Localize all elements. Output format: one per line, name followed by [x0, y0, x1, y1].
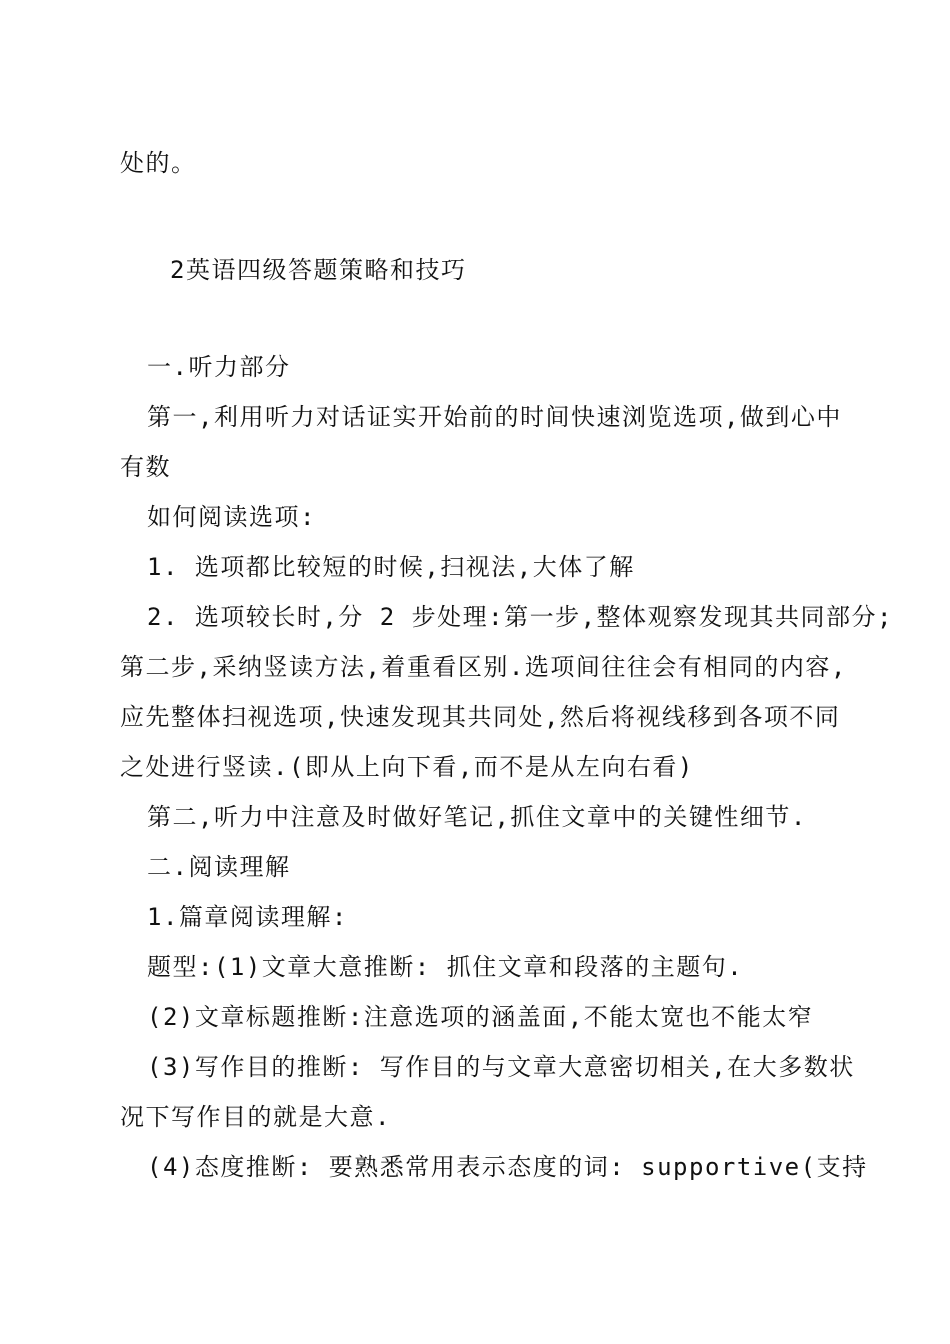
paragraph-line: 第二步,采纳竖读方法,着重看区别.选项间往往会有相同的内容, [120, 653, 847, 681]
section-heading: 2英语四级答题策略和技巧 [170, 256, 467, 284]
list-item: 2. 选项较长时,分 2 步处理:第一步,整体观察发现其共同部分; [147, 603, 893, 631]
paragraph-line: 1.篇章阅读理解: [147, 903, 348, 931]
paragraph-line: 第一,利用听力对话证实开始前的时间快速浏览选项,做到心中 [147, 403, 842, 431]
paragraph-line: 第二,听力中注意及时做好笔记,抓住文章中的关键性细节. [147, 803, 807, 831]
paragraph-line: 题型:(1)文章大意推断: 抓住文章和段落的主题句. [147, 953, 744, 981]
text-line-continuation: 处的。 [120, 149, 197, 177]
paragraph-line: (3)写作目的推断: 写作目的与文章大意密切相关,在大多数状 [147, 1053, 855, 1081]
paragraph-line: 况下写作目的就是大意. [120, 1103, 391, 1131]
paragraph-line: (4)态度推断: 要熟悉常用表示态度的词: supportive(支持 [147, 1153, 868, 1181]
subsection-heading-reading: 二.阅读理解 [147, 853, 291, 881]
paragraph-line: 之处进行竖读.(即从上向下看,而不是从左向右看) [120, 753, 694, 781]
list-item: 1. 选项都比较短的时候,扫视法,大体了解 [147, 553, 635, 581]
paragraph-line: 应先整体扫视选项,快速发现其共同处,然后将视线移到各项不同 [120, 703, 841, 731]
paragraph-line: 如何阅读选项: [147, 503, 316, 531]
paragraph-line: (2)文章标题推断:注意选项的涵盖面,不能太宽也不能太窄 [147, 1003, 814, 1031]
paragraph-line: 有数 [120, 453, 171, 481]
subsection-heading-listening: 一.听力部分 [147, 353, 291, 381]
